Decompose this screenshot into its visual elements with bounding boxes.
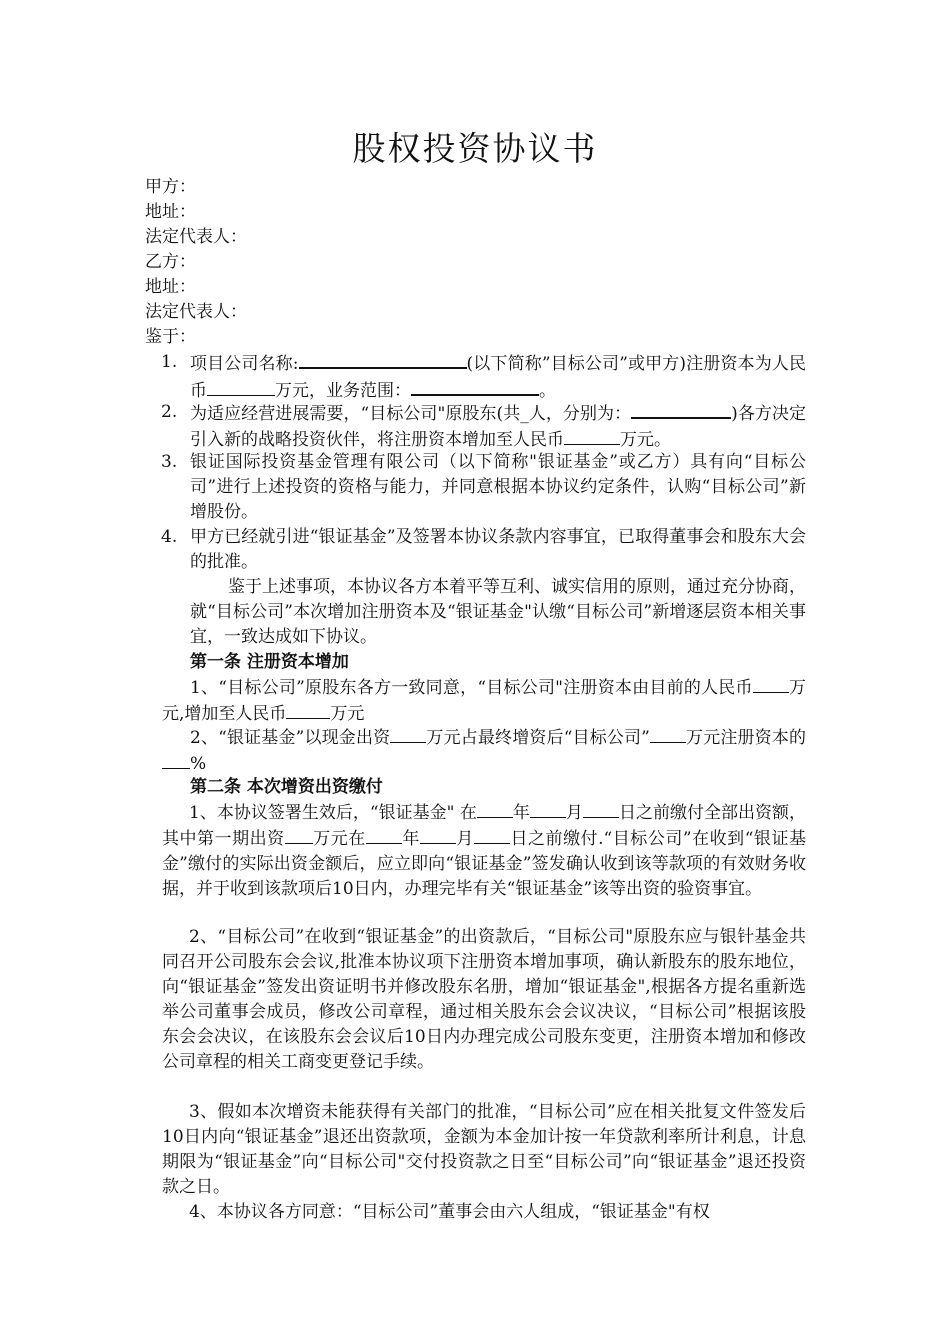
list-item-1 <box>190 350 806 404</box>
list-number-2: 2. <box>161 402 178 422</box>
list-item-1-text-a: 项目公司名称: <box>190 354 299 374</box>
list-item-2 <box>190 400 806 453</box>
party-b-address-label: 地址： <box>145 277 196 297</box>
article-2-clause-1-text-c: 月 <box>565 803 583 823</box>
list-item-1-text-b: (以下简称”目标公司”或甲方)注册资本为人民币 <box>190 354 806 401</box>
shareholders-blank <box>631 400 731 419</box>
share-percentage-blank <box>162 751 190 769</box>
first-installment-blank <box>285 826 313 844</box>
first-installment-year-blank <box>366 826 402 844</box>
payment-day-blank <box>583 800 619 818</box>
list-item-4: 甲方已经就引进“银证基金”及签署本协议条款内容事宜，已取得董事会和股东大会的批准。 <box>190 527 806 572</box>
list-item-1-text-d: 。 <box>539 381 556 401</box>
article-1-clause-2-text-c: 万元注册资本的 <box>685 728 806 748</box>
article-2-clause-1-text-d: 日之前缴付全部出资额，其中第一期出资 <box>162 803 807 849</box>
company-name-blank <box>299 350 467 369</box>
article-2-clause-4: 4、本协议各方同意：“目标公司”董事会由六人组成，“银证基金"有权 <box>189 1202 710 1222</box>
list-item-2-text-a: 为适应经营进展需要，“目标公司"原股东(共_人，分别为： <box>190 404 632 424</box>
party-a-representative-label: 法定代表人： <box>145 227 247 247</box>
whereas-label: 鉴于： <box>145 327 196 347</box>
party-b-label: 乙方： <box>145 252 196 272</box>
total-capital-blank <box>650 725 686 743</box>
increased-capital-blank <box>564 427 620 445</box>
article-2-clause-1-text-b: 年 <box>512 803 530 823</box>
cash-contribution-blank <box>390 725 426 743</box>
document-title: 股权投资协议书 <box>352 129 598 168</box>
list-item-3: 银证国际投资基金管理有限公司（以下简称"银证基金”或乙方）具有向“目标公司”进行上述投资的资格与能力，并同意根据本协议约定条件，认购“目标公司”新增股份。 <box>190 452 806 522</box>
article-1-clause-2-text-a: 2、“银证基金”以现金出资 <box>190 728 391 748</box>
article-2-clause-1-text-g: 月 <box>455 829 474 849</box>
article-2-clause-1-text-f: 年 <box>401 829 420 849</box>
article-1-clause-2-text-b: 万元占最终增资后“目标公司” <box>426 728 650 748</box>
party-b-representative-label: 法定代表人： <box>145 302 247 322</box>
article-2-clause-1-text-h: 日之前缴付.“目标公司”在收到“银证基金”缴付的实际出资金额后，应立即向“银证基金”签发确认收到该等款项的有效财务收据，并于收到该款项后10日内，办理完毕有关“银证基金”该等出资的验资事宜。 <box>162 829 806 899</box>
article-1-clause-1-text-c: 万元 <box>330 704 365 724</box>
party-a-label: 甲方： <box>145 177 196 197</box>
article-2-clause-1-text-e: 万元在 <box>312 829 366 849</box>
article-2-clause-1-text-a: 1、本协议签署生效后，“银证基金" 在 <box>189 803 477 823</box>
list-item-2-text-b: )各方决定引入新的战略投资伙伴，将注册资本增加至人民币 <box>190 404 806 450</box>
article-1-heading: 第一条 注册资本增加 <box>190 652 349 672</box>
list-item-2-text-c: 万元。 <box>620 430 671 450</box>
payment-year-blank <box>477 800 513 818</box>
article-2-clause-2: 2、“目标公司”在收到“银证基金”的出资款后，“目标公司"原股东应与银针基金共同召开公司股东会会议,批准本协议项下注册资本增加事项，确认新股东的股东地位，向“银证基金”签发出资证明书并修改股东名册，增加“银证基金",根据各方提名重新选举公司董事会成员，修改公司章程，通过相关股东会会议决议，“目标公司”根据该股东会会决议，在该股东会会议后10日内办理完成公司股东变更，注册资本增加和修改公司章程的相关工商变更登记手续。 <box>162 927 806 1072</box>
article-2-clause-1 <box>162 800 806 902</box>
business-scope-blank <box>411 377 539 396</box>
party-a-address-label: 地址： <box>145 202 196 222</box>
article-1-clause-1-text-a: 1、“目标公司”原股东各方一致同意，“目标公司"注册资本由目前的人民币 <box>190 678 753 698</box>
first-installment-month-blank <box>420 826 456 844</box>
current-capital-blank <box>753 675 789 693</box>
list-number-1: 1. <box>161 352 178 372</box>
article-1-clause-1 <box>162 675 806 727</box>
article-2-heading: 第二条 本次增资出资缴付 <box>190 777 383 797</box>
article-1-clause-2-text-d: % <box>190 754 207 774</box>
article-1-clause-1-text-b: 万元,增加至人民币 <box>162 678 806 724</box>
new-capital-blank <box>286 701 330 719</box>
preamble-paragraph: 鉴于上述事项，本协议各方本着平等互利、诚实信用的原则，通过充分协商，就“目标公司”本次增加注册资本及“银证基金"认缴“目标公司”新增逐层资本相关事宜，一致达成如下协议。 <box>190 577 806 647</box>
list-number-4: 4. <box>161 527 178 547</box>
article-2-clause-3: 3、假如本次增资未能获得有关部门的批准，“目标公司”应在相关批复文件签发后10日内向“银证基金”退还出资款项，金额为本金加计按一年贷款利率所计利息，计息期限为“银证基金”向“目标公司"交付投资款之日至“目标公司”向“银证基金”退还投资款之日。 <box>162 1102 806 1197</box>
payment-month-blank <box>530 800 566 818</box>
registered-capital-blank <box>207 378 275 396</box>
first-installment-day-blank <box>474 826 510 844</box>
list-number-3: 3. <box>161 452 178 472</box>
article-1-clause-2 <box>162 725 806 777</box>
list-item-1-text-c: 万元，业务范围： <box>275 381 411 401</box>
